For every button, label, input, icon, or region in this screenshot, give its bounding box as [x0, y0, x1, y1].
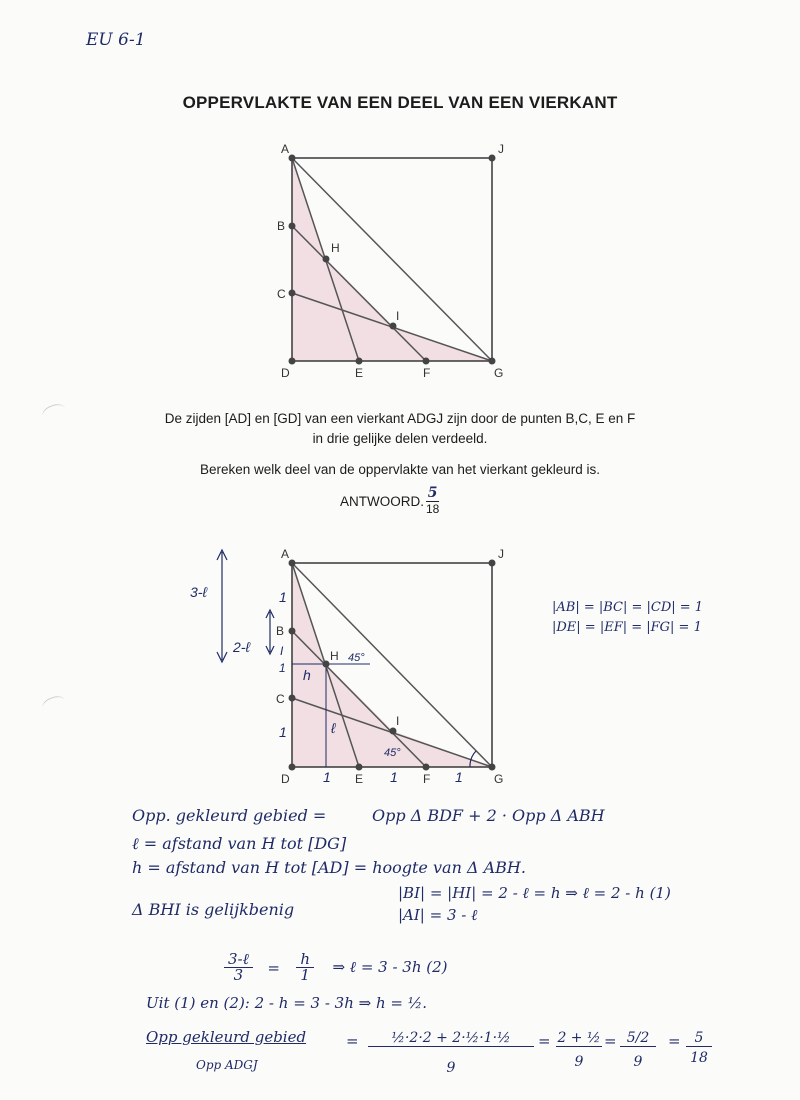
corner-note: EU 6-1 — [86, 30, 146, 50]
line8-eq4: = — [668, 1032, 681, 1050]
annotation-h: h — [303, 667, 311, 683]
segments-side-note: |AB| = |BC| = |CD| = 1 — [552, 600, 704, 615]
point-A-2 — [289, 560, 296, 567]
line8-num4: 5 — [686, 1030, 712, 1047]
solution-line8 — [146, 1028, 766, 1088]
label-G-2: G — [494, 772, 504, 786]
solution-line4-right: |BI| = |HI| = 2 - ℓ = h ⇒ ℓ = 2 - h (1) — [398, 884, 671, 902]
point-C-2 — [289, 695, 296, 702]
label-G: G — [494, 366, 504, 380]
line8-den1: 9 — [446, 1060, 456, 1076]
solution-line7: Uit (1) en (2): 2 - h = 3 - 3h ⇒ h = ½. — [146, 994, 428, 1012]
line8-den3: 9 — [633, 1054, 643, 1070]
line8-den2: 9 — [574, 1054, 584, 1070]
line6-frac1-den: 3 — [233, 966, 244, 984]
line8-den4: 18 — [690, 1050, 708, 1066]
annotation-side-1-bottom: 1 — [279, 724, 287, 740]
annotation-angle-45-top: 45° — [348, 652, 365, 664]
annotation-angle-45-bottom: 45° — [384, 747, 401, 759]
line6-fraction-2 — [296, 952, 314, 983]
line8-eq: = — [346, 1032, 359, 1050]
label-D: D — [281, 366, 290, 380]
label-C: C — [277, 287, 286, 301]
question-text: Bereken welk deel van de oppervlakte van het vierkant gekleurd is. — [200, 462, 600, 477]
annotation-bottom-1-a: 1 — [323, 769, 331, 785]
line8-num2: 2 + ½ — [557, 1030, 601, 1046]
line8-eq3: = — [604, 1032, 617, 1050]
label-D-2: D — [281, 772, 290, 786]
line8-left-top: Opp gekleurd gebied — [146, 1028, 307, 1046]
annotation-bottom-1-b: 1 — [390, 769, 398, 785]
label-E-2: E — [355, 772, 364, 786]
line6-frac2-num: h — [296, 952, 314, 968]
label-H-2: H — [330, 649, 339, 663]
point-F-2 — [423, 764, 430, 771]
point-I-2 — [390, 728, 397, 735]
label-J: J — [498, 142, 504, 156]
solution-line6: $\frac{\text{3-ℓ}}{3}$ = $\frac{h}{1}$ ⇒ ℓ = 3 - 3h (2) — [222, 952, 448, 983]
answer-numerator: 5 — [427, 485, 438, 501]
label-A: A — [281, 142, 290, 156]
label-B-2: B — [276, 624, 285, 638]
line6-frac1-num: 3-ℓ — [224, 952, 253, 968]
line6-frac2-den: 1 — [300, 966, 310, 984]
answer-denominator: 18 — [426, 502, 440, 516]
line8-left-bottom: Opp ADGJ — [196, 1058, 258, 1072]
point-H-2 — [323, 661, 330, 668]
answer-label: ANTWOORD. — [340, 494, 424, 509]
page-title: OPPERVLAKTE VAN EEN DEEL VAN EEN VIERKANT — [182, 93, 618, 112]
point-G-2 — [489, 764, 496, 771]
solution-line2: ℓ = afstand van H tot [DG] — [132, 834, 347, 853]
label-A-2: A — [281, 547, 290, 561]
line8-eq2: = — [538, 1032, 551, 1050]
annotation-2-minus-l: 2-ℓ — [233, 639, 250, 655]
solution-line1-right: Opp Δ BDF + 2 · Opp Δ ABH — [372, 806, 605, 825]
segments-bottom-note: |DE| = |EF| = |FG| = 1 — [552, 620, 702, 635]
solution-line4-left: Δ BHI is gelijkbenig — [132, 900, 295, 919]
label-H: H — [331, 241, 340, 255]
annotation-3-minus-l: 3-ℓ — [190, 584, 207, 600]
annotation-I-marker: I — [280, 644, 284, 658]
label-I: I — [396, 309, 400, 323]
annotation-side-1-mid: 1 — [279, 661, 286, 675]
point-D-2 — [289, 764, 296, 771]
line8-num3: 5/2 — [620, 1030, 656, 1047]
label-J-2: J — [498, 547, 504, 561]
problem-line-2: in drie gelijke delen verdeeld. — [312, 431, 488, 446]
label-B: B — [277, 219, 286, 233]
solution-line3: h = afstand van H tot [AD] = hoogte van Δ ABH. — [132, 858, 526, 877]
line8-num1: ½·2·2 + 2·½·1·½ — [368, 1030, 534, 1047]
label-C-2: C — [276, 692, 285, 706]
annotation-side-1-top: 1 — [279, 589, 287, 605]
annotation-bottom-1-c: 1 — [455, 769, 463, 785]
label-E: E — [355, 366, 364, 380]
line6-fraction-1 — [224, 952, 253, 983]
point-E-2 — [356, 764, 363, 771]
annotation-l: ℓ — [331, 720, 336, 736]
solution-line5: |AI| = 3 - ℓ — [398, 906, 478, 924]
label-F-2: F — [423, 772, 431, 786]
point-B-2 — [289, 628, 296, 635]
problem-line-1: De zijden [AD] en [GD] van een vierkant ADGJ zijn door de punten B,C, E en F — [164, 411, 636, 426]
point-J-2 — [489, 560, 496, 567]
label-F: F — [423, 366, 431, 380]
line6-rest: ⇒ ℓ = 3 - 3h (2) — [332, 958, 448, 976]
solution-line1-left: Opp. gekleurd gebied = — [132, 806, 327, 825]
label-I-2: I — [396, 714, 400, 728]
